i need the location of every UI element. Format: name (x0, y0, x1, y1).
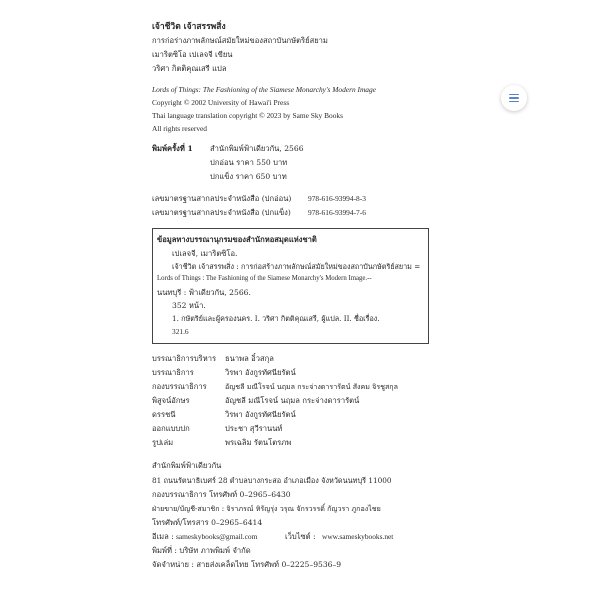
cip-title: เจ้าชีวิต เจ้าสรรพสิ่ง : การก่อสร้างภาพลักษณ์สมัยใหม่ของสถาบันกษัตริย์สยาม = (172, 262, 421, 271)
copyright-line: Copyright © 2002 University of Hawai'i Press (152, 98, 290, 107)
credit-name: วิรพา อังกูรทัศนียรัตน์ (225, 368, 296, 377)
credit-role: กองบรรณาธิการ (152, 382, 207, 391)
credit-name: ประชา สุวีรานนท์ (225, 424, 283, 433)
softcover-price: ปกอ่อน ราคา 550 บาท (210, 158, 288, 167)
translator-line: วริศา กิตติคุณเสรี แปล (152, 64, 227, 73)
credit-name: พรเฉลิม รัตนโตรภพ (225, 438, 292, 447)
credit-name: อัญชลี มณีโรจน์ นฤมล กระจ่างดารารัตน์ สังคม จิรชูสกุล (225, 382, 398, 391)
isbn-value-soft: 978-616-93994-8-3 (308, 194, 366, 203)
rights-line: All rights reserved (152, 124, 208, 133)
publisher-address: 81 ถนนรัตนาธิเบศร์ 28 ตำบลบางกระสอ อำเภอเมือง จังหวัดนนทบุรี 11000 (152, 476, 392, 485)
translation-copyright-line: Thai language translation copyright © 2023 by Same Sky Books (152, 111, 343, 120)
credit-role: บรรณาธิการบริหาร (152, 354, 217, 363)
cip-pages: 352 หน้า. (172, 301, 206, 310)
email-link[interactable]: sameskybooks@gmail.com (176, 532, 258, 541)
printing-label: พิมพ์ครั้งที่ 1 (152, 144, 193, 153)
thai-title: เจ้าชีวิต เจ้าสรรพสิ่ง (152, 22, 226, 32)
publisher-name: สำนักพิมพ์ฟ้าเดียวกัน (152, 461, 222, 470)
credit-role: รูปเล่ม (152, 438, 174, 447)
credit-name: วิรพา อังกูรทัศนียรัตน์ (225, 410, 296, 419)
sales-line: ฝ่ายขาย/บัญชี-สมาชิก : จิราภรณ์ หิรัญรุ่ง วรุณ จักรวรรดิ์ กัญวรา ภูกองไชย (152, 504, 381, 513)
credit-role: บรรณาธิการ (152, 368, 194, 377)
cip-subjects: 1. กษัตริย์และผู้ครองนคร. I. วริศา กิตติคุณเสรี, ผู้แปล. II. ชื่อเรื่อง. (172, 314, 380, 323)
sales-phone: โทรศัพท์/โทรสาร 0–2965–6414 (152, 518, 263, 527)
credit-name: ธนาพล อิ๋วสกุล (225, 354, 274, 363)
cip-imprint: นนทบุรี : ฟ้าเดียวกัน, 2566. (157, 288, 251, 297)
isbn-label-hard: เลขมาตรฐานสากลประจำหนังสือ (ปกแข็ง) (152, 208, 291, 217)
email-label: อีเมล : (152, 532, 174, 541)
thai-subtitle: การก่อร่างภาพลักษณ์สมัยใหม่ของสถาบันกษัตริย์สยาม (152, 36, 328, 45)
website-label: เว็บไซต์ : (285, 532, 316, 541)
website-link[interactable]: www.sameskybooks.net (322, 532, 394, 541)
cip-title-en: Lords of Things : The Fashioning of the Siamese Monarchy's Modern Image.-- (157, 275, 372, 282)
publisher-year: สำนักพิมพ์ฟ้าเดียวกัน, 2566 (210, 144, 304, 153)
credit-role: พิสูจน์อักษร (152, 396, 190, 405)
isbn-label-soft: เลขมาตรฐานสากลประจำหนังสือ (ปกอ่อน) (152, 194, 292, 203)
printer-line: พิมพ์ที่ : บริษัท ภาพพิมพ์ จำกัด (152, 546, 251, 555)
cip-classification: 321.6 (172, 327, 189, 336)
cip-heading: ข้อมูลทางบรรณานุกรมของสำนักหอสมุดแห่งชาติ (157, 235, 317, 244)
cip-box (152, 228, 429, 344)
credit-role: ดรรชนี (152, 410, 176, 419)
cip-author: เปเลจจี, เมาริตซิโอ. (172, 249, 238, 258)
credit-name: อัญชลี มณีโรจน์ นฤมล กระจ่างดารารัตน์ (225, 396, 360, 405)
credit-role: ออกแบบปก (152, 424, 190, 433)
hardcover-price: ปกแข็ง ราคา 650 บาท (210, 172, 287, 181)
editorial-phone: กองบรรณาธิการ โทรศัพท์ 0–2965–6430 (152, 490, 291, 499)
list-menu-button[interactable] (501, 85, 527, 111)
distributor-line: จัดจำหน่าย : สายส่งเคล็ดไทย โทรศัพท์ 0–2225–9536–9 (152, 560, 342, 569)
original-title: Lords of Things: The Fashioning of the Siamese Monarchy's Modern Image (152, 85, 376, 94)
author-line: เมาริตซิโอ เปเลจจี เขียน (152, 50, 233, 59)
isbn-value-hard: 978-616-93994-7-6 (308, 208, 366, 217)
